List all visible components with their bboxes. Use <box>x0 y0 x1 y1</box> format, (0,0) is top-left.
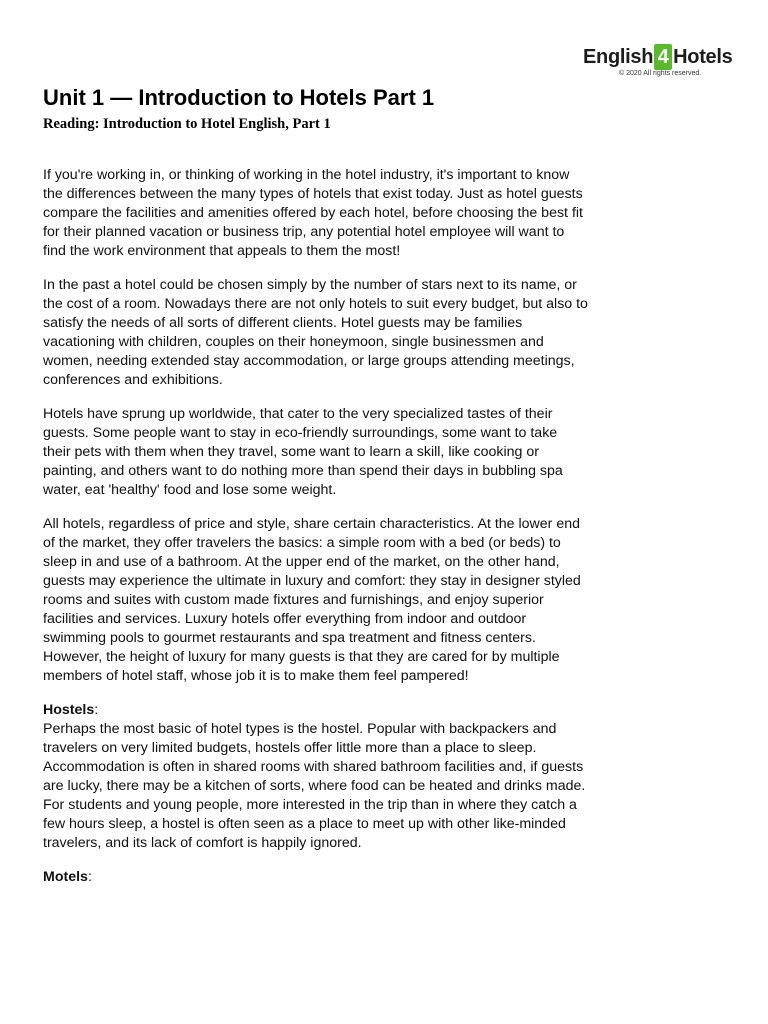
page-title: Unit 1 — Introduction to Hotels Part 1 <box>43 85 435 110</box>
paragraph-intro: If you're working in, or thinking of working in the hotel industry, it's important to know the differences between the many types of hotels that exist today. Just as hotel guests compare the facilities and amenities offered by each hotel, before choosing the best fit for their planned vacation or business trip, any potential hotel employee will want to find the work environment that appeals to them the most! <box>43 167 583 259</box>
section-motels <box>43 868 588 887</box>
section-heading-hostels: Hostels <box>43 702 95 718</box>
section-heading-colon: : <box>94 702 99 718</box>
paragraph-hotel-characteristics: All hotels, regardless of price and style, share certain characteristics. At the lower end of the market, they offer travelers the basics: a simple room with a bed (or beds) to sleep in and use of a bathroom. At the upper end of the market, on the other hand, guests may experience the ultimate in luxury and comfort: they stay in designer styled rooms and suites with custom made fixtures and furnishings, and enjoy superior facilities and services. Luxury hotels offer everything from indoor and outdoor swimming pools to gourmet restaurants and spa treatment and fitness centers. However, the height of luxury for many guests is that they are cared for by multiple members of hotel staff, whose job it is to make them feel pampered! <box>43 516 581 684</box>
logo-copyright: © 2020 All rights reserved. <box>619 70 702 77</box>
section-heading-motels: Motels <box>43 869 88 885</box>
document-content <box>43 84 588 887</box>
page-subtitle: Reading: Introduction to Hotel English, Part 1 <box>43 116 331 132</box>
logo-badge-4: 4 <box>654 44 672 70</box>
paragraph-specialized-hotels: Hotels have sprung up worldwide, that cater to the very specialized tastes of their guests. Some people want to stay in eco-friendly surroundings, some want to take their pets with them when they travel, some want to learn a skill, like cooking or painting, and others want to do nothing more than spend their days in bubbling spa water, eat 'healthy' food and lose some weight. <box>43 406 563 498</box>
paragraph-past-hotels: In the past a hotel could be chosen simply by the number of stars next to its name, or the cost of a room. Nowadays there are not only hotels to suit every budget, but also to satisfy the needs of all sorts of different clients. Hotel guests may be families vacationing with children, couples on their honeymoon, single businessmen and women, needing extended stay accommodation, or large groups attending meetings, conferences and exhibitions. <box>43 277 588 388</box>
section-heading-colon: : <box>87 869 92 885</box>
section-hostels <box>43 701 588 853</box>
logo-text-hotels: Hotels <box>673 46 733 68</box>
english4hotels-logo <box>583 44 733 80</box>
paragraph-hostels: Perhaps the most basic of hotel types is the hostel. Popular with backpackers and travelers on very limited budgets, hostels offer little more than a place to sleep. Accommodation is often in shared rooms with shared bathroom facilities and, if guests are lucky, there may be a kitchen of sorts, where food can be heated and drinks made. For students and young people, more interested in the trip than in where they catch a few hours sleep, a hostel is often seen as a place to meet up with other like-minded travelers, and its lack of comfort is happily ignored. <box>43 721 586 851</box>
logo-text-english: English <box>583 46 654 68</box>
logo-wordmark <box>583 44 732 70</box>
